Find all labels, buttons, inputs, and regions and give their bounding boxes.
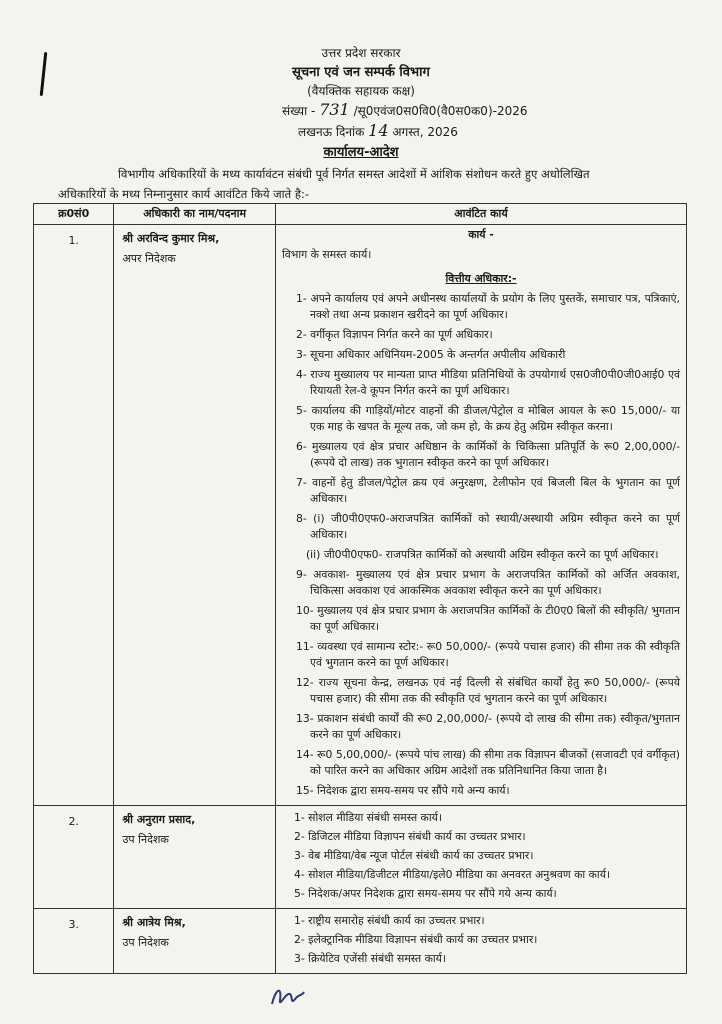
work-allocation-table [33, 203, 687, 974]
officer-cell [114, 909, 276, 974]
list-item: 2- डिजिटल मीडिया विज्ञापन संबंधी कार्य का उच्चतर प्रभार। [293, 830, 526, 843]
officer-cell [114, 225, 276, 806]
list-item: 2- इलेक्ट्रानिक मीडिया विज्ञापन संबंधी कार्य का उच्चतर प्रभार। [293, 933, 538, 946]
dept-work: विभाग के समस्त कार्य। [281, 248, 372, 261]
list-subitem: (ii) जी0पी0एफ0- राजपत्रित कार्मिकों को अस्थायी अग्रिम स्वीकृत करने का पूर्ण अधिकार। [305, 548, 659, 561]
date-line [298, 121, 458, 140]
work-heading: कार्य - [468, 228, 494, 241]
officer-designation: अपर निदेशक [122, 252, 176, 265]
row-serial: 1. [34, 225, 114, 806]
date-prefix: लखनऊ दिनांक [298, 125, 365, 139]
work-cell [275, 806, 686, 909]
date-suffix: अगस्त, 2026 [392, 125, 458, 139]
ref-suffix: /सू0एवंज0स0वि0(वै0स0क0)-2026 [353, 104, 528, 118]
duties-list [294, 913, 680, 967]
table-header-row [34, 204, 687, 225]
intro-paragraph [58, 164, 678, 204]
order-title: कार्यालय-आदेश [323, 145, 399, 160]
date-day-handwritten: 14 [368, 121, 389, 140]
list-item: 6- मुख्यालय एवं क्षेत्र प्रचार अधिष्ठान के कार्मिकों के चिकित्सा प्रतिपूर्ति के रू0 2,00,000/- (रूपये दो लाख) तक भुगतान स्वीकृत करने का पूर्ण अधिकार। [295, 440, 680, 469]
column-header-serial: क्र0सं0 [34, 204, 114, 225]
list-item: 1- सोशल मीडिया संबंधी समस्त कार्य। [293, 811, 442, 824]
intro-line-2: अधिकारियों के मध्य निम्नानुसार कार्य आवंटित किये जाते है:- [58, 187, 309, 201]
list-item: 4- सोशल मीडिया/डिजीटल मीडिया/इले0 मीडिया का अनवरत अनुश्रवण का कार्य। [293, 868, 611, 881]
officer-cell [114, 806, 276, 909]
reference-line [282, 100, 528, 119]
ref-prefix: संख्या - [282, 104, 316, 118]
officer-name: श्री अरविन्द कुमार मिश्र, [122, 232, 220, 245]
section-name: (वैयक्तिक सहायक कक्ष) [307, 84, 415, 98]
signature-initials [268, 982, 308, 1018]
financial-powers-heading: वित्तीय अधिकार:- [445, 272, 517, 285]
duties-list [294, 810, 680, 902]
table-row [34, 909, 687, 974]
list-item: 14- रू0 5,00,000/- (रूपये पांच लाख) की सीमा तक विज्ञापन बीजकों (सजावटी एवं वर्गीकृत) को पारित करने का अधिकार अग्रिम आदेशों तक प्रतिनिधानित किया जाता है। [295, 748, 680, 777]
work-cell [275, 909, 686, 974]
financial-powers-list [282, 291, 680, 799]
list-item-8 [296, 511, 680, 563]
list-item: 5- निदेशक/अपर निदेशक द्वारा समय-समय पर सौंपे गये अन्य कार्य। [293, 887, 557, 900]
list-item: 1- अपने कार्यालय एवं अपने अधीनस्थ कार्यालयों के प्रयोग के लिए पुस्तकें, समाचार पत्र, पत्रिकाएं, नक्शे तथा अन्य प्रकाशन खरीदने का पूर्ण अधिकार। [295, 292, 680, 321]
column-header-officer: अधिकारी का नाम/पदनाम [114, 204, 276, 225]
list-item: 3- वेब मीडिया/वेब न्यूज पोर्टल संबंधी कार्य का उच्चतर प्रभार। [293, 849, 534, 862]
list-item: 3- सूचना अधिकार अधिनियम-2005 के अन्तर्गत अपीलीय अधिकारी [295, 348, 566, 361]
list-item: 4- राज्य मुख्यालय पर मान्यता प्राप्त मीडिया प्रतिनिधियों के उपयोगार्थ एस0जी0पी0जी0आई0 एवं रियायती रेल-वे कूपन निर्गत करने का पूर्ण अधिकार। [295, 368, 680, 397]
row-serial: 3. [34, 909, 114, 974]
list-item: 13- प्रकाशन संबंधी कार्यों की रू0 2,00,000/- (रूपये दो लाख की सीमा तक) स्वीकृत/भुगतान करने का पूर्ण अधिकार। [295, 712, 680, 741]
list-item-text: 8- (i) जी0पी0एफ0-अराजपत्रित कार्मिकों को स्थायी/अस्थायी अग्रिम स्वीकृत करने का पूर्ण अधिकार। [295, 512, 680, 541]
table-row [34, 225, 687, 806]
list-item: 15- निदेशक द्वारा समय-समय पर सौंपे गये अन्य कार्य। [295, 784, 510, 797]
table-row [34, 806, 687, 909]
govt-name: उत्तर प्रदेश सरकार [321, 46, 401, 60]
intro-line-1: विभागीय अधिकारियों के मध्य कार्यावंटन संबंधी पूर्व निर्गत समस्त आदेशों में आंशिक संशोधन करते हुए अधोलिखित [118, 167, 590, 181]
list-item: 1- राष्ट्रीय समारोह संबंधी कार्य का उच्चतर प्रभार। [293, 914, 485, 927]
officer-name: श्री आत्रेय मिश्र, [122, 916, 186, 929]
officer-designation: उप निदेशक [122, 936, 169, 949]
ref-number-handwritten: 731 [319, 100, 350, 119]
work-cell [275, 225, 686, 806]
list-item: 2- वर्गीकृत विज्ञापन निर्गत करने का पूर्ण अधिकार। [295, 328, 493, 341]
letterhead [0, 44, 722, 101]
officer-name: श्री अनुराग प्रसाद, [122, 813, 196, 826]
list-item: 7- वाहनों हेतु डीजल/पेट्रोल क्रय एवं अनुरक्षण, टेलीफोन एवं बिजली बिल के भुगतान का पूर्ण अधिकार। [295, 476, 680, 505]
list-item: 3- क्रियेटिव एजेंसी संबंधी समस्त कार्य। [293, 952, 447, 965]
row-serial: 2. [34, 806, 114, 909]
list-item: 11- व्यवस्था एवं सामान्य स्टोर:- रू0 50,000/- (रूपये पचास हजार) की सीमा तक की स्वीकृति एवं भुगतान करने का पूर्ण अधिकार। [295, 640, 680, 669]
column-header-work: आवंटित कार्य [275, 204, 686, 225]
department-name: सूचना एवं जन सम्पर्क विभाग [292, 65, 430, 80]
signature-icon [268, 982, 308, 1012]
list-item: 12- राज्य सूचना केन्द्र, लखनऊ एवं नई दिल्ली से संबंधित कार्यों हेतु रू0 50,000/- (रूपये पचास हजार) की सीमा तक की स्वीकृति एवं भुगतान करने का पूर्ण अधिकार। [295, 676, 680, 705]
list-item: 5- कार्यालय की गाड़ियों/मोटर वाहनों की डीजल/पेट्रोल व मोबिल आयल के रू0 15,000/- या एक माह के खपत के मूल्य तक, जो कम हो, के क्रय हेतु अग्रिम स्वीकृत करना। [295, 404, 680, 433]
officer-designation: उप निदेशक [122, 833, 169, 846]
list-item: 10- मुख्यालय एवं क्षेत्र प्रचार प्रभाग के अराजपत्रित कार्मिकों के टी0ए0 बिलों की स्वीकृति/ भुगतान का पूर्ण अधिकार। [295, 604, 680, 633]
list-item: 9- अवकाश- मुख्यालय एवं क्षेत्र प्रचार प्रभाग के अराजपत्रित कार्मिकों को अर्जित अवकाश, चिकित्सा अवकाश एवं आकस्मिक अवकाश स्वीकृत करने का पूर्ण अधिकार। [295, 568, 680, 597]
